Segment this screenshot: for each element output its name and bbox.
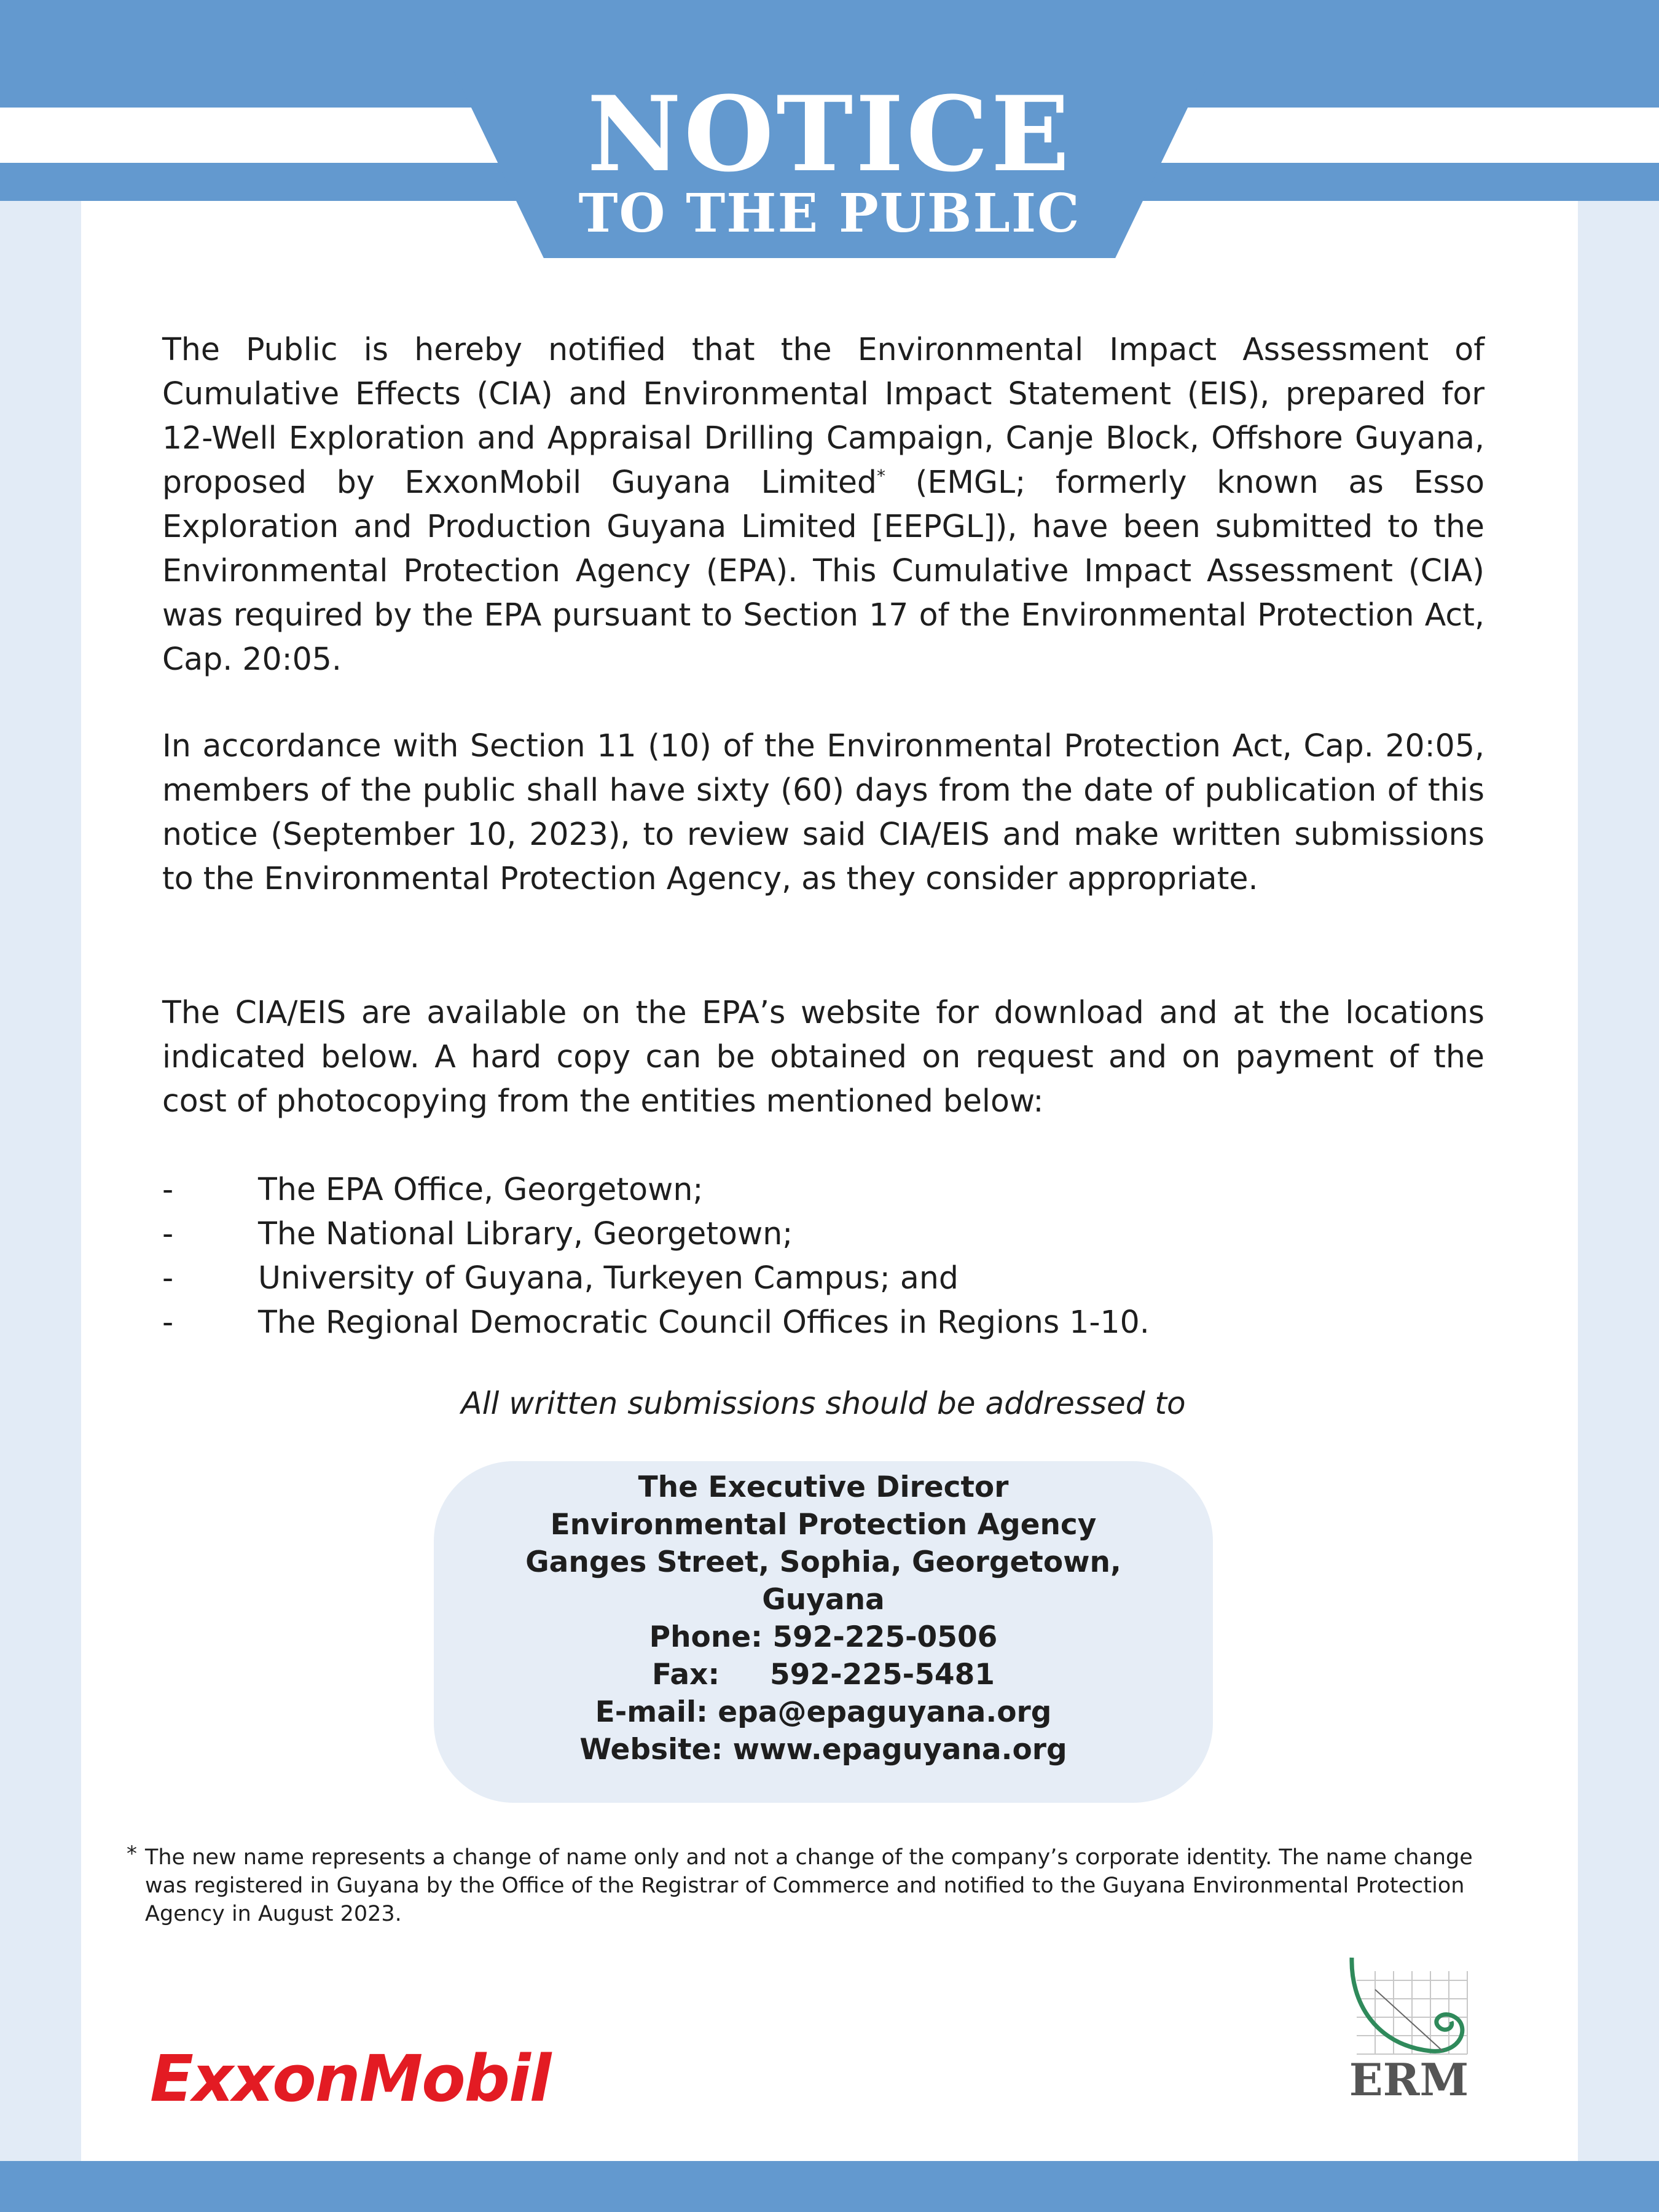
location-text: University of Guyana, Turkeyen Campus; and	[258, 1260, 959, 1296]
page-subtitle: TO THE PUBLIC	[578, 182, 1081, 245]
right-side-border	[1578, 201, 1659, 2161]
page-title: NOTICE	[587, 73, 1072, 195]
paragraph-1-text-b: (EMGL; formerly known as Esso Exploration and Production Guyana Limited [EEPGL]), have been submitted to the Environmental Protection Agency (EPA). This Cumulative Impact Assessment (CIA) was required by the EPA pursuant to Section 17 of the Environmental Protection Act, Cap. 20:05.	[162, 464, 1484, 677]
notice-paragraph-1	[162, 327, 1484, 681]
bullet-dash: -	[162, 1215, 174, 1252]
location-text: The National Library, Georgetown;	[258, 1215, 793, 1252]
address-line-agency: Environmental Protection Agency	[550, 1508, 1097, 1542]
bullet-dash: -	[162, 1171, 174, 1207]
footnote-text: The new name represents a change of name only and not a change of the company’s corporate identity. The name change was registered in Guyana by the Office of the Registrar of Commerce and notified to the Guyana Environmental Protection Agency in August 2023.	[145, 1845, 1473, 1926]
location-text: The Regional Democratic Council Offices in Regions 1-10.	[258, 1304, 1150, 1340]
locations-list	[162, 1167, 1484, 1344]
list-item	[162, 1167, 1484, 1212]
location-text: The EPA Office, Georgetown;	[258, 1171, 704, 1207]
list-item	[162, 1256, 1484, 1300]
address-line-phone: Phone: 592-225-0506	[649, 1620, 998, 1654]
address-line-recipient: The Executive Director	[638, 1470, 1009, 1504]
erm-logo-text: ERM	[1349, 2053, 1469, 2106]
list-item	[162, 1212, 1484, 1256]
footnote	[127, 1841, 1484, 1928]
address-line-email: E-mail: epa@epaguyana.org	[595, 1695, 1052, 1729]
address-block	[434, 1469, 1213, 1768]
footnote-marker: *	[127, 1841, 137, 1866]
left-side-border	[0, 201, 81, 2161]
bullet-dash: -	[162, 1260, 174, 1296]
address-line-fax: Fax: 592-225-5481	[651, 1658, 995, 1692]
address-line-website: Website: www.epaguyana.org	[579, 1733, 1067, 1767]
bottom-color-band	[0, 2161, 1659, 2212]
address-line-country: Guyana	[762, 1583, 885, 1617]
address-intro: All written submissions should be addressed to	[461, 1386, 1186, 1421]
footnote-reference: *	[876, 466, 885, 487]
bullet-dash: -	[162, 1304, 174, 1340]
list-item	[162, 1300, 1484, 1344]
notice-paragraph-2: In accordance with Section 11 (10) of the Environmental Protection Act, Cap. 20:05, members of the public shall have sixty (60) days from the date of publication of this notice (September 10, 2023), to review said CIA/EIS and make written submissions to the Environmental Protection Agency, as they consider appropriate.	[162, 728, 1484, 896]
notice-paragraph-3: The CIA/EIS are available on the EPA’s website for download and at the locations indicated below. A hard copy can be obtained on request and on payment of the cost of photocopying from the entities mentioned below:	[162, 994, 1484, 1119]
paragraph-1-text-a: The Public is hereby notified that the Environmental Impact Assessment of Cumulative Effects (CIA) and Environmental Impact Statement (EIS), prepared for 12-Well Exploration and Appraisal Drilling Campaign, Canje Block, Offshore Guyana, proposed by ExxonMobil Guyana Limited	[162, 331, 1484, 500]
exxonmobil-logo: ExxonMobil	[150, 2041, 551, 2116]
address-line-street: Ganges Street, Sophia, Georgetown,	[525, 1545, 1121, 1579]
